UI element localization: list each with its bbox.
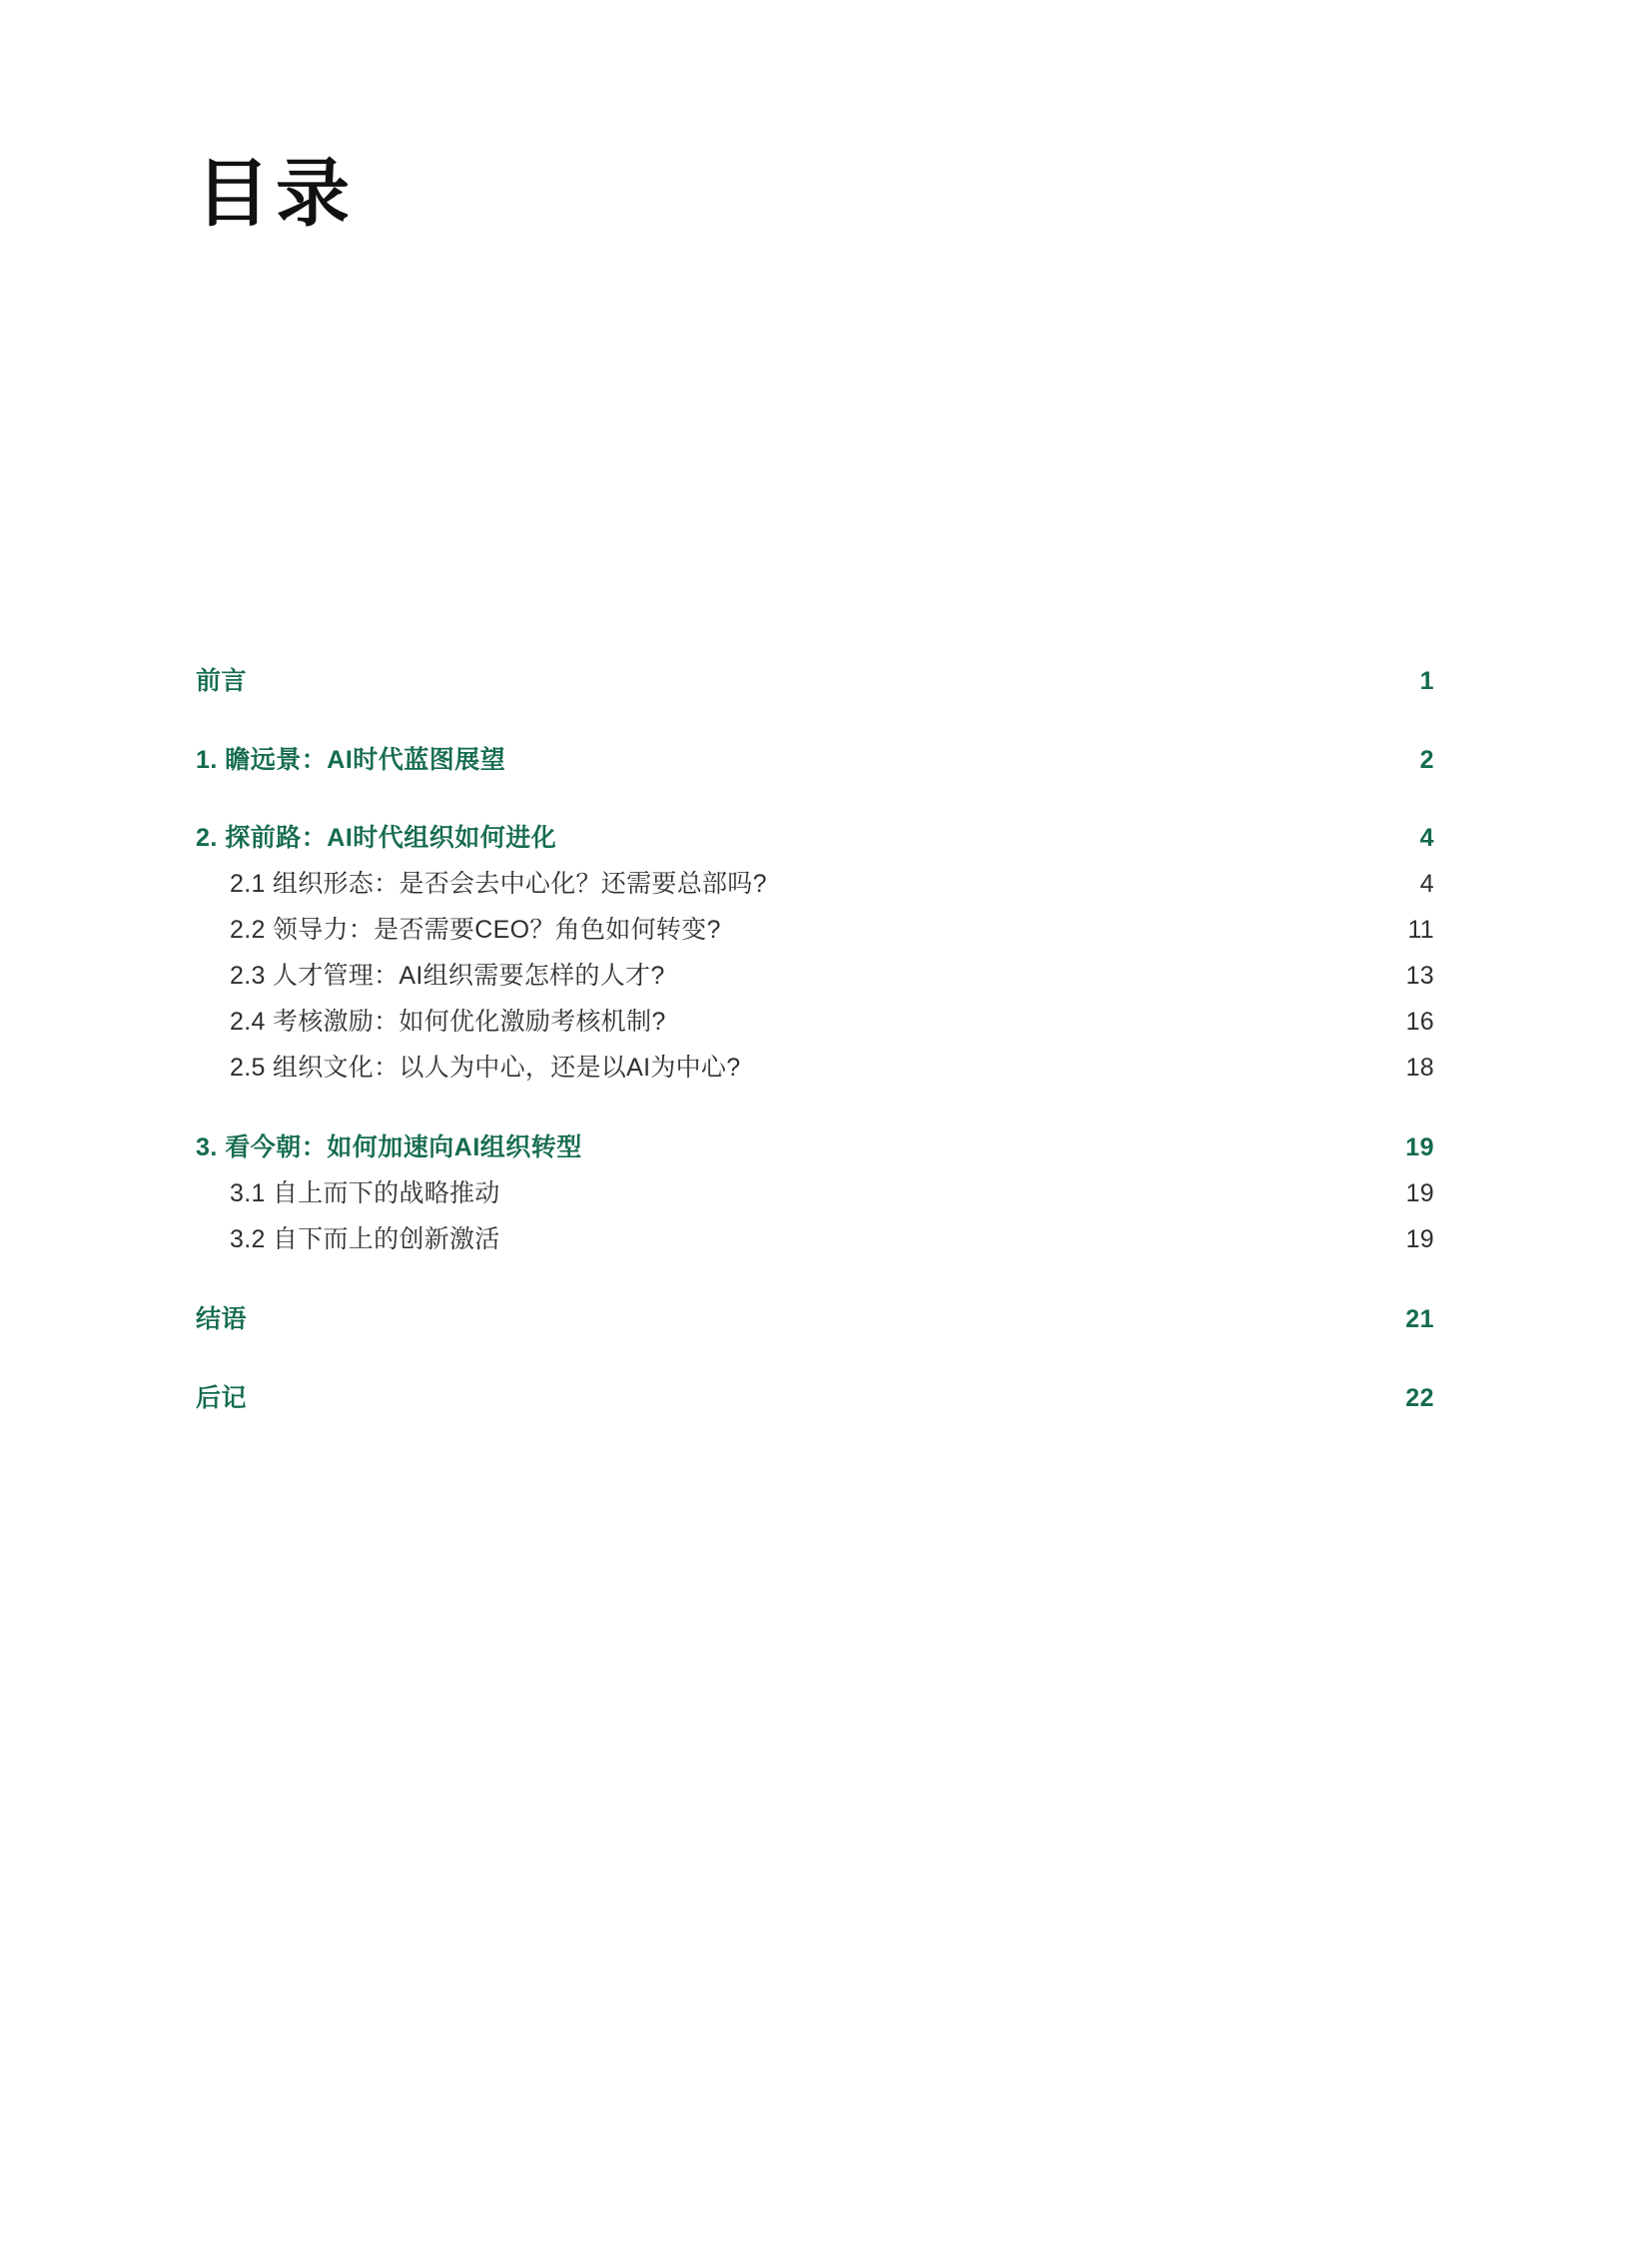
spacer (196, 946, 1456, 956)
toc-entry-section-3-2[interactable] (196, 1219, 1434, 1255)
toc-entry-page: 4 (1419, 870, 1434, 898)
toc-entry-label: 3. 看今朝：如何加速向AI组织转型 (196, 1133, 582, 1161)
toc-entry-label: 2.5 组织文化：以人为中心，还是以AI为中心? (230, 1054, 741, 1082)
toc-entry-section-2-4[interactable] (196, 1002, 1434, 1038)
toc-entry-label: 2.2 领导力：是否需要CEO？角色如何转变? (230, 916, 721, 944)
page-title: 目录 (196, 154, 356, 236)
table-of-contents (196, 661, 1456, 1414)
toc-entry-section-2-2[interactable] (196, 910, 1434, 946)
toc-entry-section-2-3[interactable] (196, 956, 1434, 992)
toc-entry-label: 3.1 自上而下的战略推动 (230, 1179, 500, 1207)
toc-entry-page: 22 (1405, 1384, 1434, 1412)
spacer (196, 992, 1456, 1002)
toc-entry-page: 19 (1405, 1179, 1434, 1207)
toc-entry-section-2-5[interactable] (196, 1048, 1434, 1084)
spacer (196, 697, 1456, 740)
toc-entry-label: 1. 瞻远景：AI时代蓝图展望 (196, 746, 506, 774)
toc-entry-label: 后记 (196, 1384, 248, 1412)
toc-entry-chapter-1[interactable] (196, 740, 1434, 776)
toc-entry-page: 4 (1419, 824, 1434, 852)
spacer (196, 776, 1456, 818)
toc-entry-page: 2 (1419, 746, 1434, 774)
toc-entry-page: 18 (1405, 1054, 1434, 1082)
toc-entry-label: 前言 (196, 667, 248, 695)
toc-entry-page: 19 (1405, 1133, 1434, 1161)
toc-entry-page: 1 (1419, 667, 1434, 695)
toc-entry-page: 11 (1407, 916, 1434, 944)
spacer (196, 1335, 1456, 1378)
spacer (196, 1163, 1456, 1173)
toc-entry-label: 2.1 组织形态：是否会去中心化？还需要总部吗? (230, 870, 767, 898)
spacer (196, 1084, 1456, 1127)
toc-entry-chapter-3[interactable] (196, 1127, 1434, 1163)
spacer (196, 1038, 1456, 1048)
toc-entry-conclusion[interactable] (196, 1299, 1434, 1335)
toc-entry-chapter-2[interactable] (196, 818, 1434, 854)
toc-entry-afterword[interactable] (196, 1378, 1434, 1414)
toc-entry-preface[interactable] (196, 661, 1434, 697)
toc-entry-label: 2.4 考核激励：如何优化激励考核机制? (230, 1008, 666, 1036)
page-content (196, 0, 1456, 1414)
toc-entry-section-2-1[interactable] (196, 864, 1434, 900)
toc-entry-label: 3.2 自下而上的创新激活 (230, 1225, 500, 1253)
spacer (196, 1209, 1456, 1219)
spacer (196, 900, 1456, 910)
toc-entry-label: 2.3 人才管理：AI组织需要怎样的人才? (230, 962, 665, 990)
toc-entry-label: 结语 (196, 1305, 248, 1333)
spacer (196, 854, 1456, 864)
toc-entry-page: 13 (1405, 962, 1434, 990)
toc-entry-page: 16 (1405, 1008, 1434, 1036)
spacer (196, 1255, 1456, 1299)
toc-entry-page: 19 (1405, 1225, 1434, 1253)
toc-entry-page: 21 (1405, 1305, 1434, 1333)
toc-entry-section-3-1[interactable] (196, 1173, 1434, 1209)
toc-entry-label: 2. 探前路：AI时代组织如何进化 (196, 824, 557, 852)
